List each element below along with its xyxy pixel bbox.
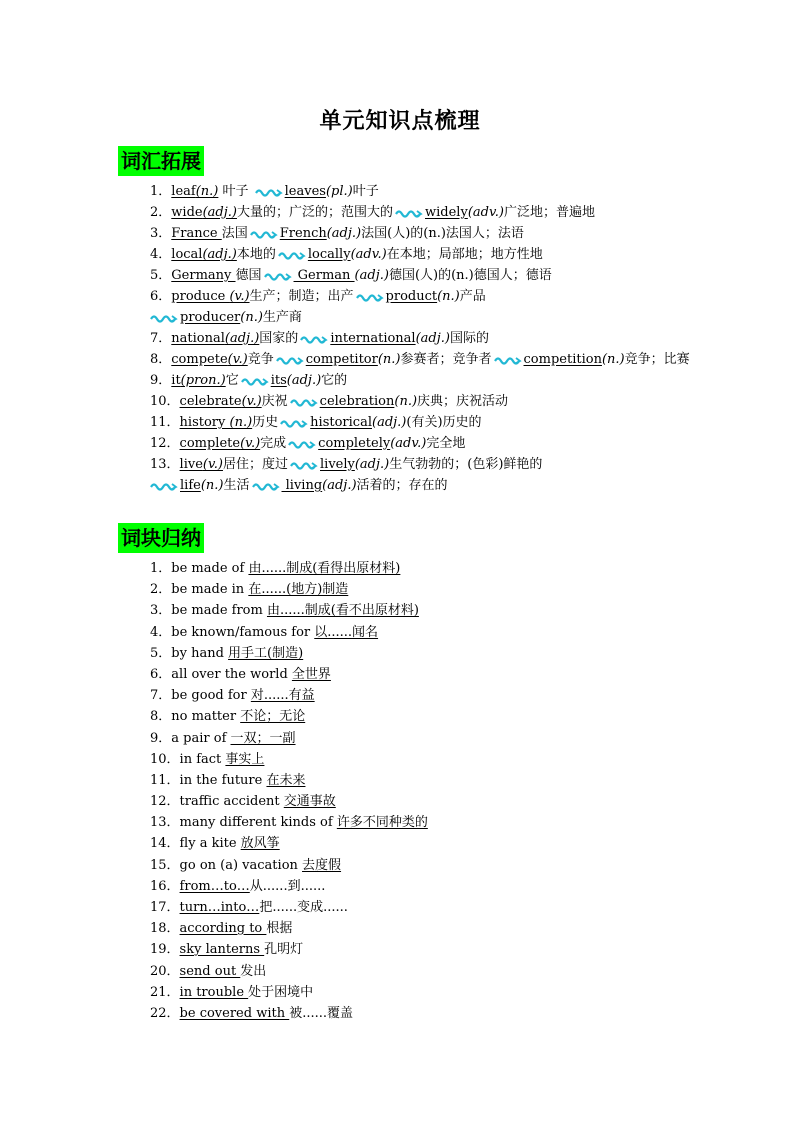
part-of-speech: (adv.) [390,436,427,451]
derived-word: international [330,331,416,346]
chunk-item [150,770,770,791]
chinese-meaning: 由......制成(看得出原材料) [248,561,401,576]
wave-arrow-icon [278,250,306,260]
chinese-meaning: 由......制成(看不出原材料) [266,603,419,619]
meaning: 庆典；庆祝活动 [417,394,509,409]
word-text: complete [179,436,241,451]
item-number: 7． [150,331,172,346]
meaning: (有关)历史的 [406,415,482,430]
item-number: 12． [150,436,180,451]
chunk-item [150,897,770,918]
part-of-speech: (n.) [394,394,418,409]
meaning: 大量的；广泛的；范围大的 [236,205,393,220]
meaning: 法国 [221,226,248,241]
meaning: 参赛者；竞争者 [400,352,492,367]
item-number: 20． [150,963,180,979]
meaning: 庆祝 [261,394,288,409]
word-text: national [171,331,225,346]
chunk-item [150,558,770,579]
vocab-item [150,349,770,370]
word-text: local [171,247,203,262]
item-number: 21． [150,984,180,1000]
item-number: 17． [150,900,180,915]
wave-arrow-icon [150,313,178,323]
derived-word: leaves [284,184,326,199]
english-phrase: traffic accident [179,794,284,810]
chunk-item [150,961,770,982]
chinese-meaning: 去度假 [302,857,342,873]
derived-word: French [279,226,327,241]
chinese-meaning: 用手工(制造) [228,645,304,661]
item-number: 22． [150,1005,180,1021]
derived-word: celebration [319,394,395,409]
item-number: 4． [150,247,172,262]
vocab-item [150,181,770,202]
english-phrase: sky lanterns [179,942,265,958]
chinese-meaning: 以......闻名 [314,624,379,640]
item-number: 16． [150,878,180,894]
item-number: 9． [150,373,172,388]
chunk-item [150,706,770,727]
vocab-item [150,412,770,433]
chinese-meaning: 处于困境中 [248,984,314,1000]
vocab-item [150,265,770,286]
item-number: 13． [150,457,180,472]
part-of-speech: (n.) [437,289,460,304]
meaning: 居住；度过 [222,457,288,472]
meaning: 德国 [235,268,262,283]
meaning: 生气勃勃的；(色彩)鲜艳的 [389,457,543,472]
chunk-item [150,982,770,1003]
chinese-meaning: 在......(地方)制造 [248,582,349,598]
vocab-word [171,331,259,346]
part-of-speech: (n.) [195,184,219,199]
part-of-speech: (n.) [240,310,263,325]
vocab-word [171,352,247,367]
meaning: 完全地 [426,436,466,451]
wave-arrow-icon [395,208,423,218]
page-title: 单元知识点梳理 [319,109,481,134]
item-number: 12． [150,794,180,810]
part-of-speech: (adj.) [224,331,260,346]
english-phrase: go on (a) vacation [179,857,303,873]
wave-arrow-icon [241,376,269,386]
wave-arrow-icon [150,481,178,491]
meaning: 活着的；存在的 [356,478,448,493]
word-text: wide [171,205,203,220]
vocab-word [171,184,218,199]
english-phrase: send out [179,963,241,979]
derived-word: competitor [305,352,378,367]
word-text: produce [171,289,230,304]
section-heading-vocab: 词汇拓展 [118,146,204,176]
part-of-speech: (n.) [229,415,253,430]
item-number: 1． [150,184,172,199]
chunk-list [150,558,770,1024]
meaning: 广泛地；普遍地 [503,205,595,220]
part-of-speech: (adv.) [467,205,504,220]
meaning: 叶子 [218,184,253,199]
part-of-speech: (pron.) [180,373,226,388]
derived-word: locally [307,247,351,262]
part-of-speech: (adj.) [322,478,357,493]
chinese-meaning: 孔明灯 [264,942,304,958]
word-text: France [171,226,222,241]
item-number: 11． [150,415,180,430]
vocab-list [150,181,770,496]
vocab-item [148,307,770,328]
derived-word: historical [310,415,372,430]
chinese-meaning: 发出 [240,963,267,979]
wave-arrow-icon [255,187,283,197]
item-number: 8． [150,352,172,367]
chinese-meaning: 全世界 [291,666,331,682]
wave-arrow-icon [276,355,304,365]
english-phrase: fly a kite [179,836,241,852]
vocab-item [150,286,770,307]
english-phrase: many different kinds of [179,815,337,831]
item-number: 6． [150,666,172,682]
part-of-speech: (adj.) [354,457,390,472]
meaning: 历史 [252,415,279,430]
chunk-item [150,579,770,600]
part-of-speech: (adj.) [202,205,237,220]
item-number: 3． [150,603,172,619]
section-heading-chunks: 词块归纳 [118,523,204,553]
english-phrase: no matter [171,709,241,725]
meaning: 竞争 [247,352,274,367]
chinese-meaning: 许多不同种类的 [336,815,428,831]
part-of-speech: (n.) [377,352,401,367]
word-text: live [179,457,203,472]
vocab-word [180,457,223,472]
wave-arrow-icon [288,439,316,449]
derived-word: life [180,478,201,493]
derived-word: completely [318,436,391,451]
item-number: 4． [150,624,172,640]
part-of-speech: (adj.) [372,415,407,430]
item-number: 14． [150,836,180,852]
english-phrase: by hand [171,645,229,661]
chunk-item [150,1003,770,1024]
english-phrase: be good for [171,688,251,704]
derived-word: product [385,289,438,304]
item-number: 15． [150,857,180,873]
part-of-speech: (adj.) [415,331,450,346]
item-number: 2． [150,582,172,598]
part-of-speech: (v.) [202,457,223,472]
vocab-item [150,244,770,265]
item-number: 10． [150,751,180,767]
chunk-item [150,812,770,833]
vocab-item [150,370,770,391]
chinese-meaning: 根据 [266,921,293,937]
part-of-speech: (adj.) [326,226,362,241]
meaning: 国家的 [259,331,299,346]
word-text: compete [171,352,228,367]
english-phrase: in fact [179,751,226,767]
english-phrase: be covered with [179,1005,290,1021]
derived-word: lively [320,457,355,472]
meaning: 德国(人)的(n.)德国人；德语 [388,268,552,283]
meaning: 国际的 [449,331,489,346]
meaning: 它的 [321,373,348,388]
vocab-word [180,436,261,451]
vocab-item [150,391,770,412]
part-of-speech: (adj.) [286,373,322,388]
chunk-item [150,939,770,960]
meaning: 生产；制造；出产 [249,289,354,304]
part-of-speech: (n.) [601,352,625,367]
derived-word: German [293,268,355,283]
chunk-item [150,600,770,621]
word-text: Germany [171,268,236,283]
word-text: celebrate [179,394,242,409]
chunk-item [150,749,770,770]
vocab-word [171,373,225,388]
item-number: 2． [150,205,172,220]
vocab-item [150,433,770,454]
vocab-word [171,247,237,262]
chunk-item [150,876,770,897]
chunk-item [150,664,770,685]
part-of-speech: (adj.) [354,268,389,283]
english-phrase: according to [179,921,267,937]
english-phrase: from…to… [179,878,250,894]
chinese-meaning: 把......变成...... [259,900,348,915]
wave-arrow-icon [494,355,522,365]
item-number: 5． [150,268,172,283]
chinese-meaning: 事实上 [225,751,265,767]
vocab-item [150,223,770,244]
item-number: 9． [150,730,172,746]
item-number: 10． [150,394,180,409]
chinese-meaning: 放风筝 [240,836,280,852]
chunk-item [150,833,770,854]
meaning: 在本地；局部地；地方性地 [386,247,543,262]
chunk-item [150,728,770,749]
vocab-word [171,205,237,220]
wave-arrow-icon [250,229,278,239]
meaning: 它 [225,373,239,388]
vocab-item [150,328,770,349]
item-number: 5． [150,645,172,661]
part-of-speech: (v.) [241,394,262,409]
meaning: 叶子 [352,184,379,199]
part-of-speech: (v.) [229,289,250,304]
english-phrase: all over the world [171,666,292,682]
item-number: 19． [150,942,180,958]
item-number: 11． [150,772,180,788]
chunk-item [150,622,770,643]
part-of-speech: (pl.) [325,184,353,199]
chinese-meaning: 交通事故 [283,794,336,810]
item-number: 8． [150,709,172,725]
chinese-meaning: 对......有益 [250,688,315,704]
chinese-meaning: 在未来 [266,772,306,788]
word-text: leaf [171,184,196,199]
english-phrase: turn…into… [179,900,260,915]
meaning: 完成 [260,436,287,451]
chunk-item [150,791,770,812]
english-phrase: be made from [171,603,267,619]
vocab-word [171,268,235,283]
item-number: 1． [150,561,172,576]
meaning: 法国(人)的(n.)法国人；法语 [361,226,524,241]
chinese-meaning: 不论；无论 [240,709,306,725]
meaning: 竞争；比赛 [624,352,690,367]
chunk-item [150,855,770,876]
item-number: 18． [150,921,180,937]
english-phrase: in the future [179,772,267,788]
item-number: 13． [150,815,180,831]
english-phrase: in trouble [179,984,249,1000]
chinese-meaning: 从......到...... [249,878,326,894]
chunk-item [150,918,770,939]
meaning: 生产商 [262,310,302,325]
vocab-word [171,289,249,304]
english-phrase: be made of [171,561,249,576]
derived-word: widely [425,205,468,220]
derived-word: living [281,478,323,493]
wave-arrow-icon [290,460,318,470]
derived-word: producer [180,310,241,325]
vocab-item [148,475,770,496]
item-number: 3． [150,226,172,241]
english-phrase: be known/famous for [171,624,315,640]
word-text: it [171,373,181,388]
derived-word: its [270,373,287,388]
vocab-word [180,415,253,430]
part-of-speech: (adj.) [202,247,237,262]
chunk-item [150,685,770,706]
wave-arrow-icon [290,397,318,407]
derived-word: competition [523,352,602,367]
part-of-speech: (v.) [240,436,261,451]
part-of-speech: (adv.) [350,247,387,262]
part-of-speech: (v.) [227,352,248,367]
meaning: 产品 [459,289,486,304]
part-of-speech: (n.) [200,478,224,493]
vocab-item [150,202,770,223]
wave-arrow-icon [264,271,292,281]
item-number: 6． [150,289,172,304]
english-phrase: a pair of [171,730,231,746]
vocab-item [150,454,770,475]
english-phrase: be made in [171,582,249,598]
wave-arrow-icon [356,292,384,302]
wave-arrow-icon [300,334,328,344]
chunk-item [150,643,770,664]
wave-arrow-icon [252,481,280,491]
chinese-meaning: 被......覆盖 [289,1005,354,1021]
chinese-meaning: 一双；一副 [230,730,296,746]
vocab-word [180,394,262,409]
meaning: 生活 [223,478,250,493]
wave-arrow-icon [280,418,308,428]
word-text: history [179,415,230,430]
item-number: 7． [150,688,172,704]
vocab-word [171,226,221,241]
meaning: 本地的 [236,247,276,262]
